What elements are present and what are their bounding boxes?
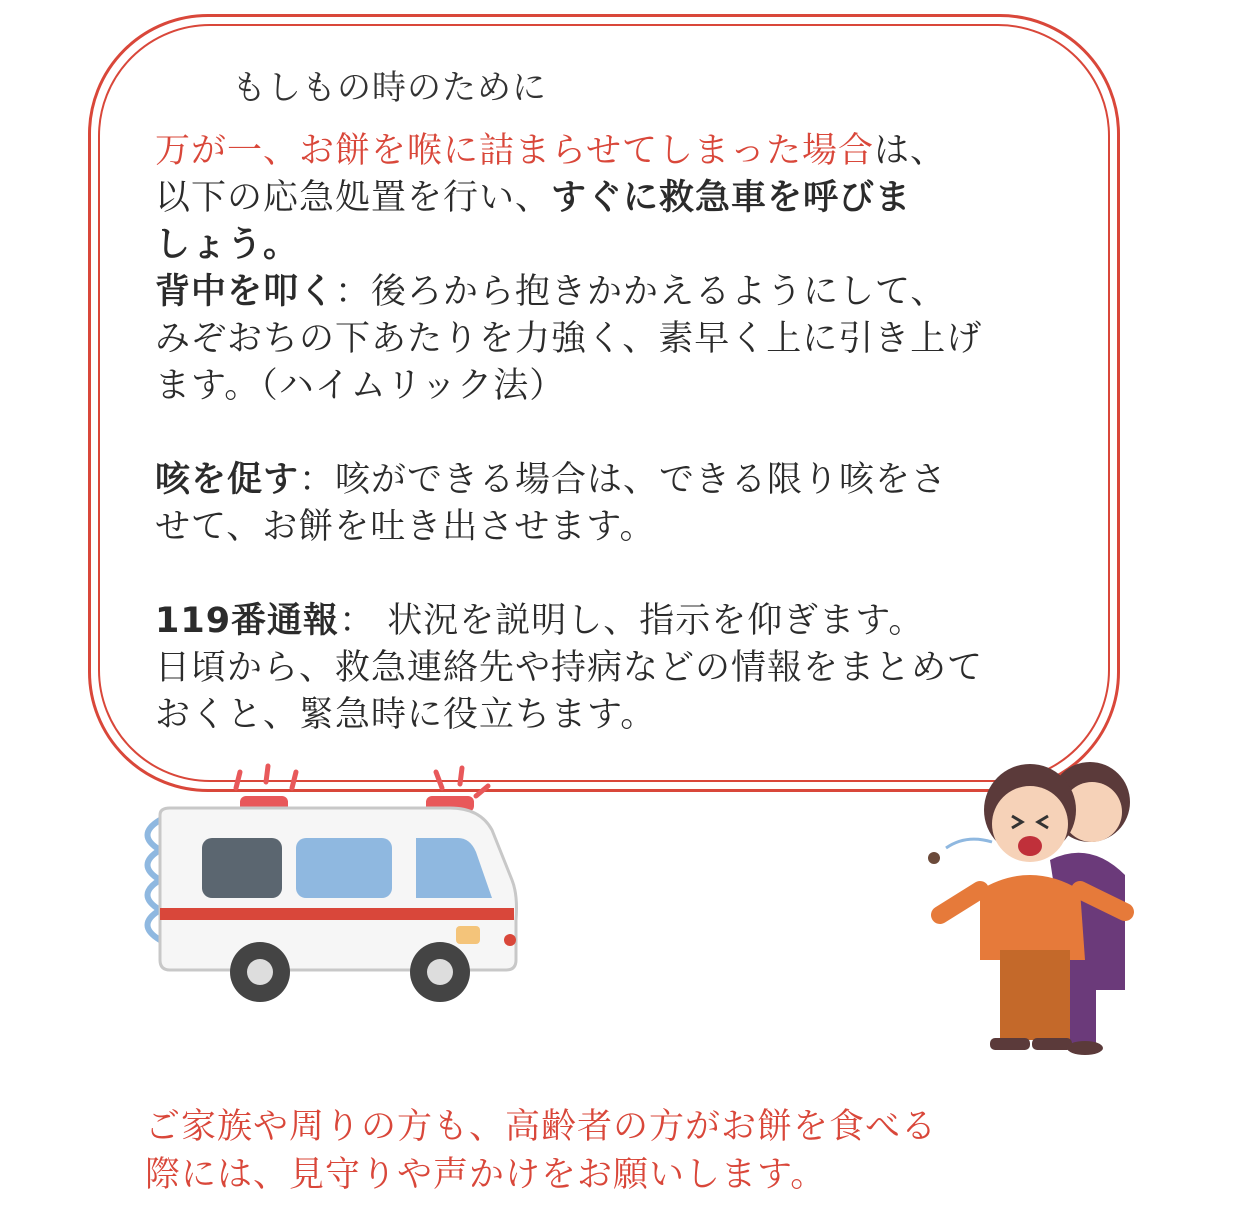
step2-line-2: せて、お餅を吐き出させます。: [155, 507, 656, 547]
step1-separator: ：: [335, 272, 372, 312]
step3-title: 119番通報: [155, 601, 340, 641]
step3-line-2: 日頃から、救急連絡先や持病などの情報をまとめて: [155, 648, 984, 688]
step3-separator: ：: [339, 601, 376, 641]
step1-line-2: みぞおちの下あたりを力強く、素早く上に引き上げ: [155, 319, 983, 359]
step1-title: 背中を叩く: [155, 272, 336, 312]
step1-line-1: [155, 269, 1075, 316]
step3-line-1: [155, 598, 1075, 645]
intro-line-1: [155, 128, 1075, 175]
notice-heading: もしもの時のために: [232, 68, 547, 108]
step2-separator: ：: [299, 460, 336, 500]
intro-line-3: しょう。: [155, 225, 300, 265]
step2-line-1: [155, 457, 1075, 504]
intro-emphasis: すぐに救急車を呼びま: [551, 178, 912, 218]
footer-line-2: 際には、見守りや声かけをお願いします。: [145, 1155, 827, 1195]
heimlich-maneuver-icon: [920, 740, 1150, 1060]
intro-after-highlight: は、: [873, 131, 946, 171]
footer-message: [145, 1103, 1145, 1199]
step1-line-3: ます。（ハイムリック法）: [155, 366, 566, 406]
notice-body: [155, 128, 1075, 739]
step1-text-1: 後ろから抱きかかえるようにして、: [371, 272, 947, 312]
step3-line-3: おくと、緊急時に役立ちます。: [155, 695, 657, 735]
footer-line-1: ご家族や周りの方も、高齢者の方がお餅を食べる: [145, 1107, 938, 1147]
step2-text-1: 咳ができる場合は、できる限り咳をさ: [335, 460, 948, 500]
intro-text: 以下の応急処置を行い、: [155, 178, 552, 218]
intro-line-2: [155, 175, 1075, 222]
step2-title: 咳を促す: [155, 460, 300, 500]
step3-text-1: 状況を説明し、指示を仰ぎます。: [375, 601, 925, 641]
ambulance-icon: [120, 760, 540, 1010]
intro-highlight: 万が一、お餅を喉に詰まらせてしまった場合: [155, 131, 874, 171]
